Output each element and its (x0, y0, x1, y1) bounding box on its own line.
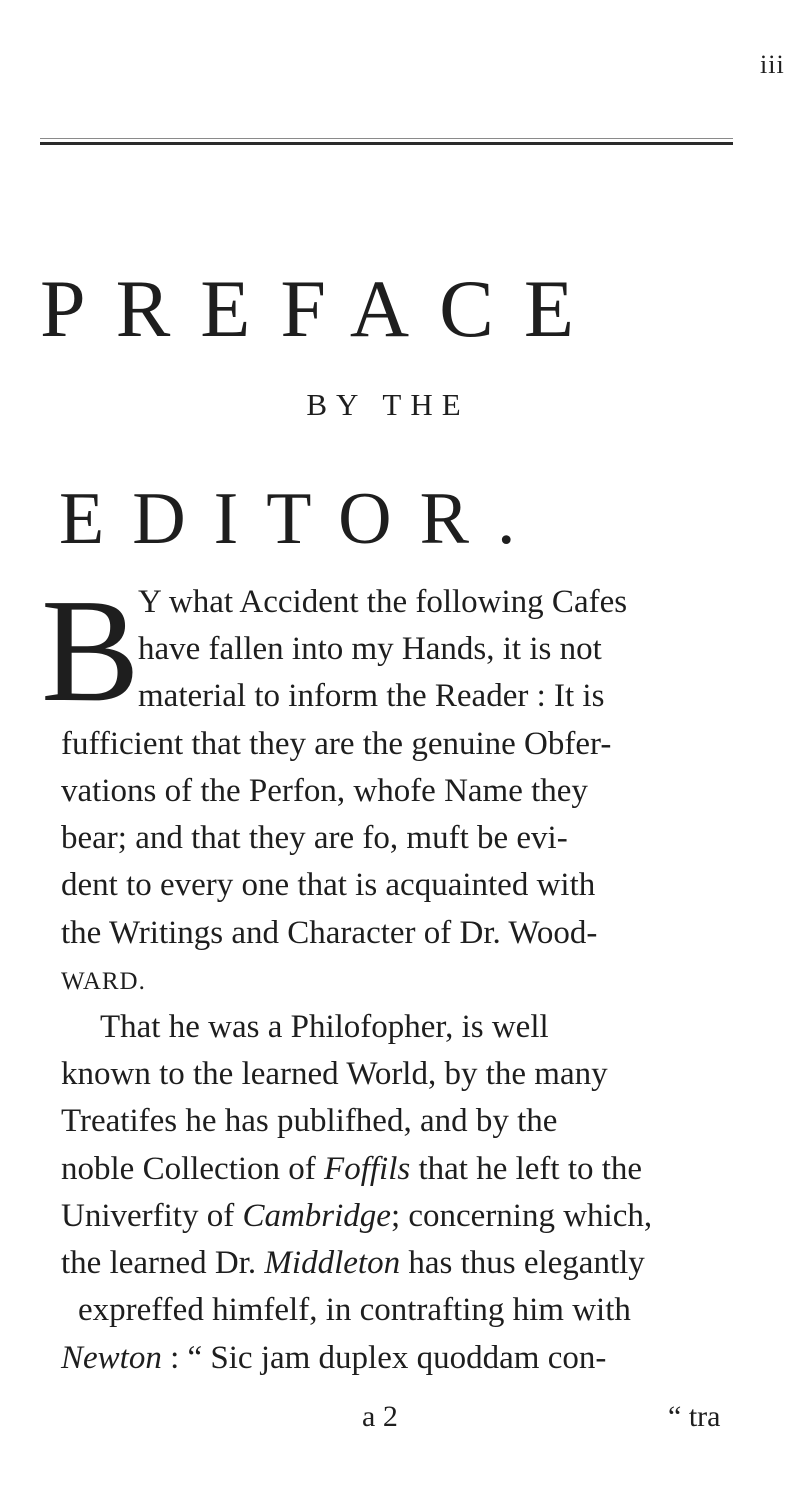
text-line: material to inform the Reader : It is (138, 678, 605, 714)
heading-editor: EDITOR. (59, 478, 544, 560)
text-segment: Univerfity of (61, 1198, 243, 1234)
text-italic: Cambridge (242, 1198, 391, 1234)
drop-cap: B (41, 569, 140, 733)
text-line: expreffed himfelf, in contrafting him with (78, 1292, 631, 1328)
text-segment: noble Collection of (61, 1151, 325, 1187)
text-segment: has thus elegantly (400, 1245, 645, 1281)
text-italic: Foffils (324, 1151, 411, 1187)
text-italic: Newton (61, 1340, 162, 1376)
text-line (61, 1145, 741, 1193)
text-segment: that he left to the (410, 1151, 643, 1187)
text-line (61, 1192, 741, 1240)
text-line: have fallen into my Hands, it is not (138, 631, 602, 667)
text-line: vations of the Perfon, whofe Name they (61, 773, 588, 809)
text-line: bear; and that they are fo, muft be evi- (61, 820, 568, 856)
text-line: the Writings and Character of Dr. Wood- (61, 915, 598, 951)
text-line: Treatifes he has publifhed, and by the (61, 1103, 558, 1139)
text-line: Y what Accident the following Cafes (138, 584, 628, 620)
text-segment: : “ Sic jam duplex quoddam con- (161, 1340, 607, 1376)
page-number: iii (760, 50, 785, 79)
catchword: “ tra (668, 1400, 721, 1433)
text-italic: Middleton (264, 1245, 401, 1281)
heading-by-the: BY THE (306, 387, 470, 422)
header-rule-thin (40, 138, 733, 139)
text-segment: the learned Dr. (61, 1245, 265, 1281)
text-line: That he was a Philofopher, is well (100, 1009, 549, 1045)
text-line (61, 1239, 741, 1287)
text-line (61, 1334, 741, 1382)
text-line: known to the learned World, by the many (61, 1056, 608, 1092)
heading-preface: PREFACE (40, 263, 604, 354)
text-line-smallcaps: WARD. (61, 968, 146, 995)
signature-mark: a 2 (362, 1400, 398, 1433)
text-segment: ; concerning which, (390, 1198, 653, 1234)
text-line: dent to every one that is acquainted with (61, 867, 596, 903)
text-line: fufficient that they are the genuine Obfer- (61, 726, 612, 762)
header-rule (40, 142, 733, 145)
